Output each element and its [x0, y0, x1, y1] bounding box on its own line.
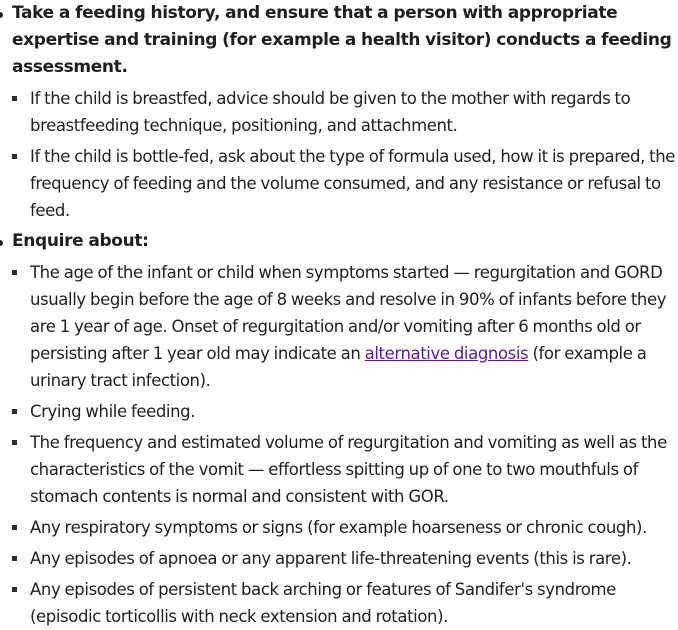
- square-bullet-icon: [12, 409, 17, 414]
- square-bullet-icon: [12, 270, 17, 275]
- square-bullet-icon: [12, 154, 17, 159]
- feeding-history-heading: Take a feeding history, and ensure that a person with appropriate expertise and training (for example a health visitor) conducts a feeding assessment.: [12, 3, 672, 77]
- list-item-text: The frequency and estimated volume of regurgitation and vomiting as well as the characteristics of the vomit — effortless spitting up of one to two mouthfuls of stomach contents is normal and consistent with GOR.: [30, 433, 667, 506]
- square-bullet-icon: [12, 525, 17, 530]
- list-item: [0, 398, 678, 425]
- list-item-text: Any episodes of apnoea or any apparent life-threatening events (this is rare).: [30, 549, 632, 568]
- enquire-heading: Enquire about:: [12, 231, 149, 251]
- list-item-text: Any respiratory symptoms or signs (for example hoarseness or chronic cough).: [30, 518, 647, 537]
- list-item-text: The age of the infant or child when symptoms started — regurgitation and GORD usually begin before the age of 8 weeks and resolve in 90% of infants before they are 1 year of age. Onset of regurgitation and/or vomiting after 6 months old or persisting after 1 year old may indicate an: [30, 263, 667, 363]
- list-item-text-after: (for example a urinary tract infection).: [30, 344, 647, 390]
- list-item: [0, 429, 678, 510]
- list-item: [0, 576, 678, 630]
- square-bullet-icon: [12, 440, 17, 445]
- feeding-history-list: [0, 85, 678, 224]
- disc-bullet-icon: [0, 12, 3, 18]
- list-item: [0, 545, 678, 572]
- enquire-section: [0, 228, 678, 630]
- list-item-text: Any episodes of persistent back arching or features of Sandifer's syndrome (episodic torticollis with neck extension and rotation).: [30, 580, 616, 626]
- square-bullet-icon: [12, 96, 17, 101]
- list-item-text: Crying while feeding.: [30, 402, 196, 421]
- list-item: [0, 259, 678, 394]
- list-item-text: If the child is bottle-fed, ask about the type of formula used, how it is prepared, the frequency of feeding and the volume consumed, and any resistance or refusal to feed.: [30, 147, 676, 220]
- list-item: [0, 143, 678, 224]
- alternative-diagnosis-link[interactable]: alternative diagnosis: [364, 344, 529, 363]
- disc-bullet-icon: [0, 240, 3, 246]
- square-bullet-icon: [12, 556, 17, 561]
- enquire-list: [0, 259, 678, 630]
- square-bullet-icon: [12, 587, 17, 592]
- list-item: [0, 514, 678, 541]
- list-item: [0, 85, 678, 139]
- feeding-history-section: [0, 0, 678, 224]
- list-item-text: If the child is breastfed, advice should be given to the mother with regards to breastfeeding technique, positioning, and attachment.: [30, 89, 631, 135]
